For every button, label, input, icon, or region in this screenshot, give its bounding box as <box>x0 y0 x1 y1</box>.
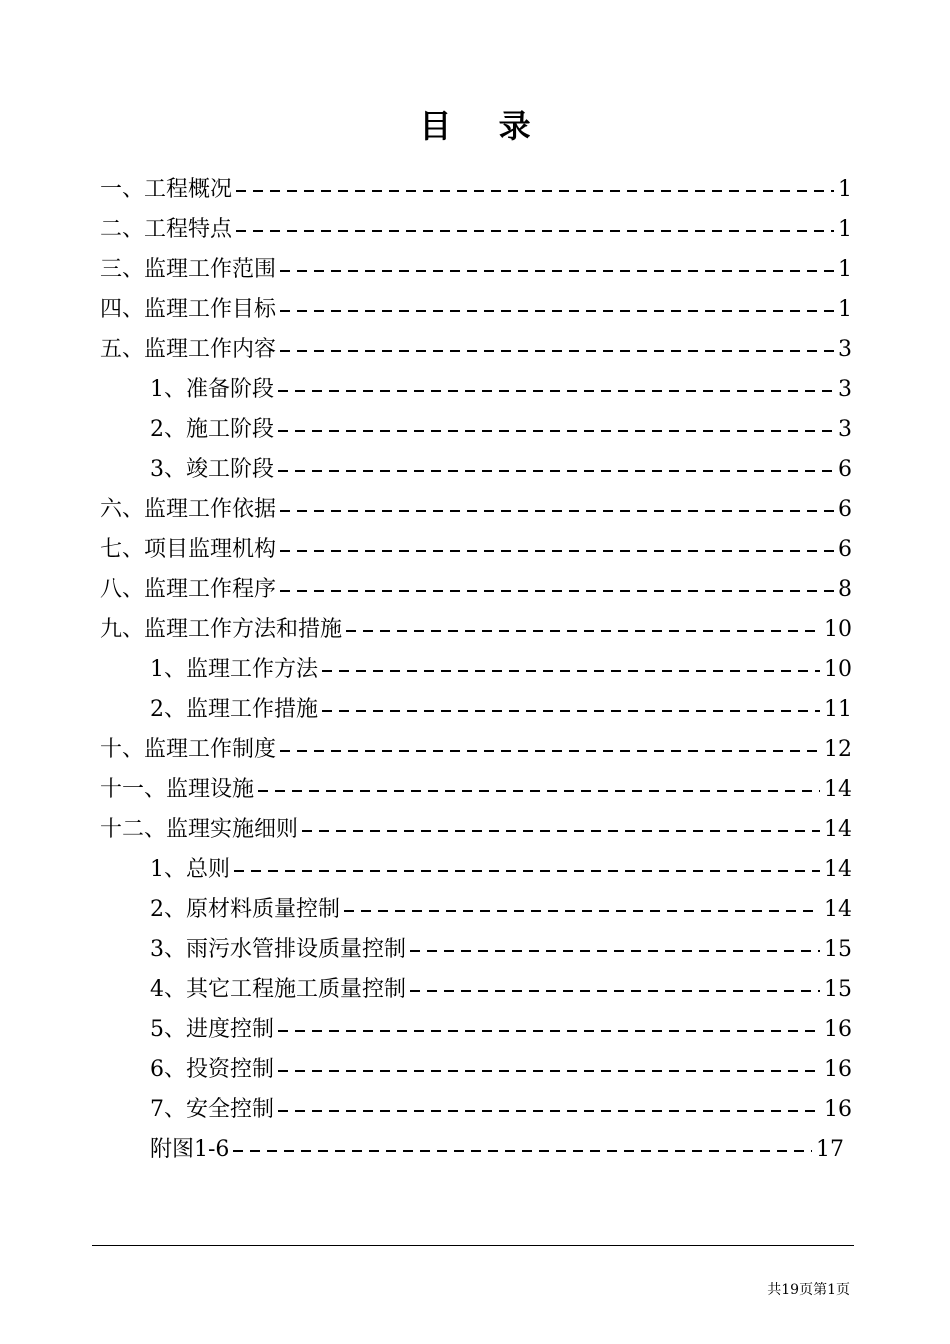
toc-entry-label: 三、监理工作范围 <box>100 257 277 282</box>
toc-leader-dashes <box>322 710 820 712</box>
toc-entry-page-number: 14 <box>824 777 852 802</box>
toc-leader-dashes <box>278 430 834 432</box>
toc-entry-page-number: 1 <box>838 297 852 322</box>
toc-entry[interactable] <box>150 650 852 690</box>
toc-leader-dashes <box>278 1110 820 1112</box>
toc-entry[interactable] <box>150 690 852 730</box>
toc-leader-dashes <box>236 190 834 192</box>
toc-entry-page-number: 14 <box>824 817 852 842</box>
toc-entry[interactable] <box>150 450 852 490</box>
toc-entry-label: 1、准备阶段 <box>150 377 274 402</box>
toc-leader-dashes <box>344 910 820 912</box>
toc-entry[interactable] <box>100 730 852 770</box>
toc-entry[interactable] <box>100 570 852 610</box>
toc-entry-page-number: 15 <box>824 977 852 1002</box>
toc-leader-dashes <box>302 830 820 832</box>
toc-entry[interactable] <box>100 290 852 330</box>
toc-entry-label: 2、监理工作措施 <box>150 697 318 722</box>
toc-entry-label: 5、进度控制 <box>150 1017 274 1042</box>
toc-entry-label: 附图1-6 <box>150 1137 230 1162</box>
toc-entry-page-number: 12 <box>824 737 852 762</box>
toc-entry-page-number: 3 <box>838 377 852 402</box>
toc-leader-dashes <box>234 870 820 872</box>
toc-entry-label: 3、竣工阶段 <box>150 457 274 482</box>
toc-leader-dashes <box>280 510 834 512</box>
toc-leader-dashes <box>278 390 834 392</box>
toc-entry[interactable] <box>100 810 852 850</box>
toc-leader-dashes <box>278 470 834 472</box>
toc-entry-page-number: 6 <box>838 537 852 562</box>
toc-leader-dashes <box>410 950 820 952</box>
toc-entry[interactable] <box>150 850 852 890</box>
toc-entry[interactable] <box>150 410 852 450</box>
toc-leader-dashes <box>278 1030 820 1032</box>
toc-entry-label: 二、工程特点 <box>100 217 233 242</box>
toc-entry-page-number: 17 <box>816 1137 844 1162</box>
toc-entry-page-number: 1 <box>838 257 852 282</box>
toc-entry[interactable] <box>150 1130 844 1170</box>
toc-leader-dashes <box>280 270 834 272</box>
toc-leader-dashes <box>280 310 834 312</box>
toc-entry-page-number: 15 <box>824 937 852 962</box>
toc-entry[interactable] <box>150 1090 852 1130</box>
toc-entry-label: 6、投资控制 <box>150 1057 274 1082</box>
toc-entry-page-number: 3 <box>838 417 852 442</box>
toc-entry-page-number: 10 <box>824 617 852 642</box>
toc-entry[interactable] <box>150 890 852 930</box>
toc-entry[interactable] <box>150 1010 852 1050</box>
page-footer: 共19页第1页 <box>767 1282 850 1298</box>
toc-entry-page-number: 14 <box>824 897 852 922</box>
toc-leader-dashes <box>233 1150 812 1152</box>
toc-entry-label: 十、监理工作制度 <box>100 737 277 762</box>
toc-leader-dashes <box>410 990 820 992</box>
toc-entry-label: 十一、监理设施 <box>100 777 255 802</box>
toc-entry-label: 五、监理工作内容 <box>100 337 277 362</box>
toc-entry-page-number: 16 <box>824 1097 852 1122</box>
toc-leader-dashes <box>346 630 820 632</box>
toc-entry-page-number: 1 <box>838 217 852 242</box>
toc-entry-label: 一、工程概况 <box>100 177 233 202</box>
toc-entry-page-number: 11 <box>824 697 852 722</box>
toc-entry[interactable] <box>100 530 852 570</box>
document-title: 目 录 <box>419 107 549 145</box>
toc-entry[interactable] <box>150 1050 852 1090</box>
toc-entry-label: 1、监理工作方法 <box>150 657 318 682</box>
toc-entry-label: 3、雨污水管排设质量控制 <box>150 937 406 962</box>
toc-entry-page-number: 10 <box>824 657 852 682</box>
toc-entry-page-number: 14 <box>824 857 852 882</box>
toc-entry-label: 六、监理工作依据 <box>100 497 277 522</box>
toc-entry-page-number: 3 <box>838 337 852 362</box>
footer-divider <box>92 1245 854 1246</box>
toc-entry-label: 九、监理工作方法和措施 <box>100 617 343 642</box>
toc-entry-page-number: 6 <box>838 457 852 482</box>
toc-entry[interactable] <box>100 770 852 810</box>
toc-leader-dashes <box>280 350 834 352</box>
toc-leader-dashes <box>322 670 820 672</box>
toc-entry[interactable] <box>100 490 852 530</box>
toc-leader-dashes <box>280 590 834 592</box>
toc-leader-dashes <box>280 550 834 552</box>
toc-leader-dashes <box>280 750 820 752</box>
toc-entry[interactable] <box>100 250 852 290</box>
toc-entry-page-number: 6 <box>838 497 852 522</box>
toc-entry-label: 四、监理工作目标 <box>100 297 277 322</box>
toc-entry[interactable] <box>150 970 852 1010</box>
toc-entry-page-number: 8 <box>838 577 852 602</box>
toc-entry-label: 7、安全控制 <box>150 1097 274 1122</box>
toc-entry-label: 八、监理工作程序 <box>100 577 277 602</box>
toc-leader-dashes <box>278 1070 820 1072</box>
toc-entry[interactable] <box>150 930 852 970</box>
toc-entry-page-number: 1 <box>838 177 852 202</box>
toc-entry-label: 十二、监理实施细则 <box>100 817 299 842</box>
toc-entry[interactable] <box>150 370 852 410</box>
toc-entry-label: 4、其它工程施工质量控制 <box>150 977 406 1002</box>
toc-entry[interactable] <box>100 610 852 650</box>
toc-entry-label: 2、施工阶段 <box>150 417 274 442</box>
toc-entry-label: 七、项目监理机构 <box>100 537 277 562</box>
toc-entry-page-number: 16 <box>824 1057 852 1082</box>
toc-entry-page-number: 16 <box>824 1017 852 1042</box>
toc-leader-dashes <box>258 790 820 792</box>
toc-entry[interactable] <box>100 210 852 250</box>
toc-entry[interactable] <box>100 170 852 210</box>
toc-leader-dashes <box>236 230 834 232</box>
toc-entry[interactable] <box>100 330 852 370</box>
toc-entry-label: 1、总则 <box>150 857 230 882</box>
toc-entry-label: 2、原材料质量控制 <box>150 897 340 922</box>
